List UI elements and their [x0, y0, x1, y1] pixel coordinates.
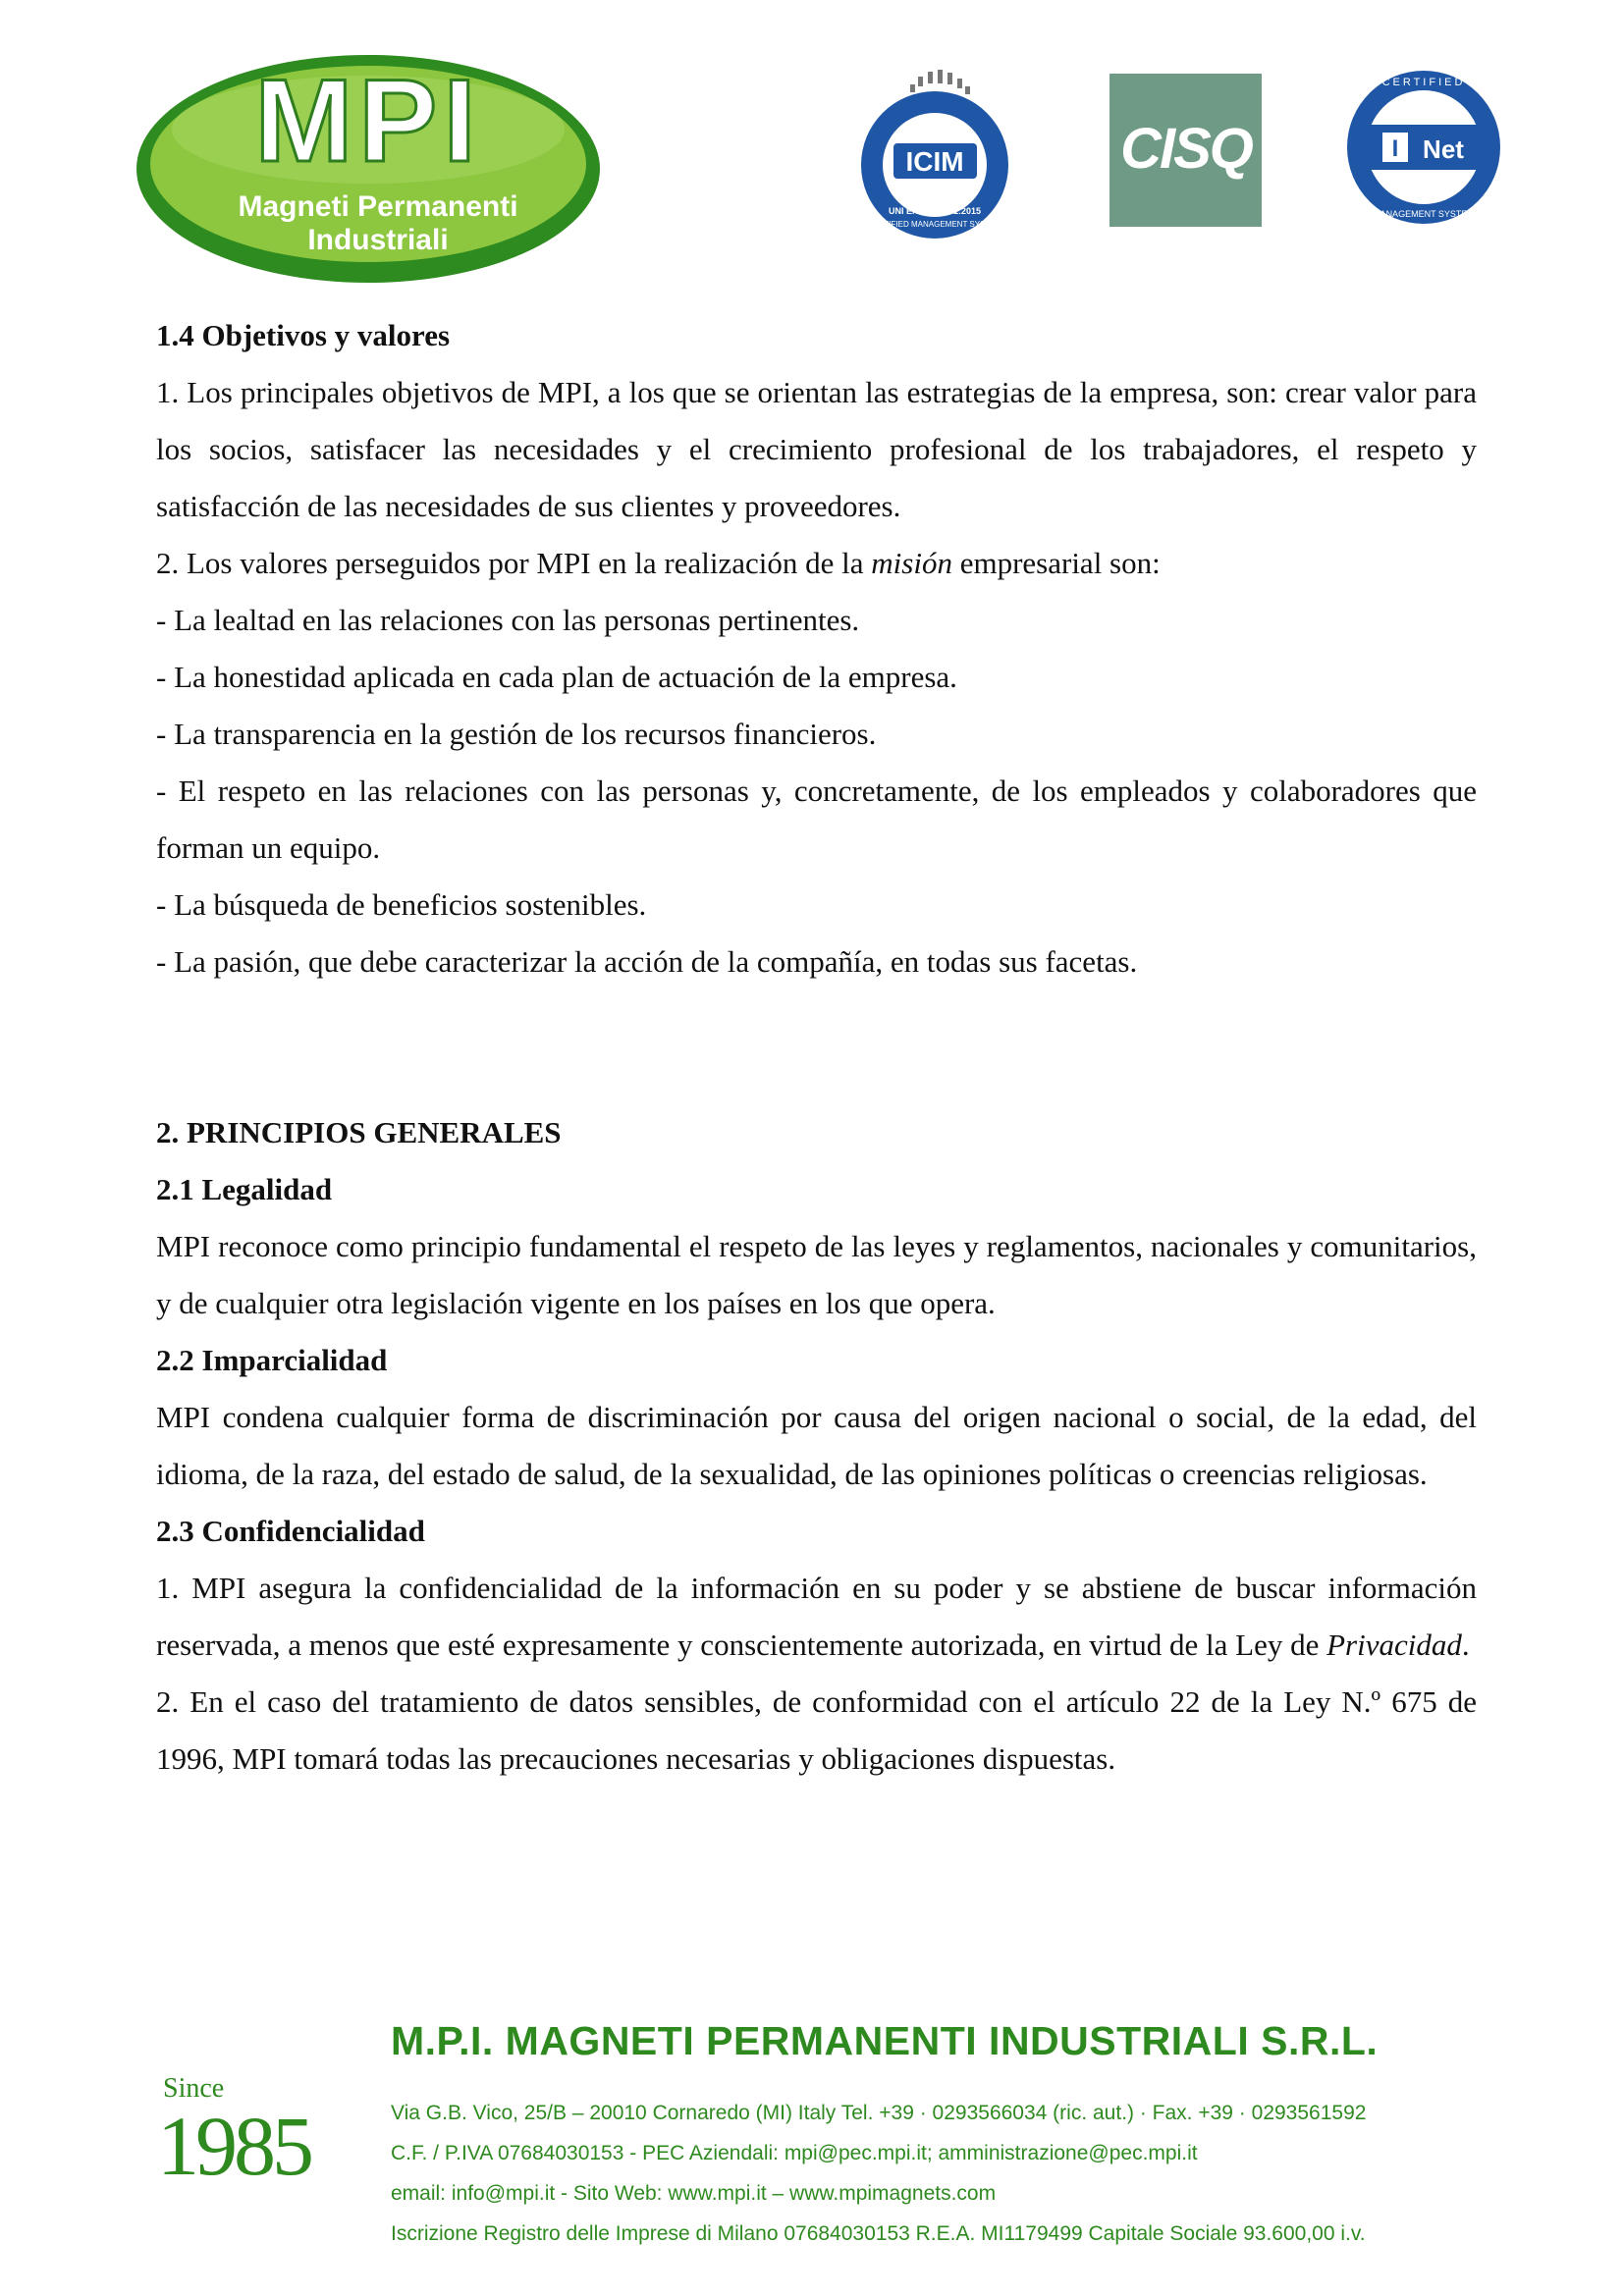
svg-text:I: I — [1391, 135, 1399, 162]
section-2-2-text: MPI condena cualquier forma de discriminación por causa del origen nacional o social, de la edad, del idioma, de la raza, del estado de salud, de la sexualidad, de las opiniones políticas o creencias religiosas. — [156, 1400, 1477, 1491]
section-1-4-paragraph-2: 2. Los valores perseguidos por MPI en la realización de la misión empresarial son: — [156, 546, 1161, 580]
logo-mpi-text: MPI — [254, 55, 482, 187]
footer-email-web: email: info@mpi.it - Sito Web: www.mpi.it – www.mpimagnets.com — [391, 2182, 997, 2205]
section-2-3-paragraph-1: 1. MPI asegura la confidencialidad de la información en su poder y se abstiene de buscar información reservada, a menos que esté expresamente y conscientemente autorizada, en virtud de la Ley de Privacidad. — [156, 1571, 1477, 1662]
cisq-label: CISQ — [1120, 117, 1252, 181]
since-year: 1985 — [157, 2099, 310, 2193]
value-item: - El respeto en las relaciones con las personas y, concretamente, de los empleados y colaboradores que forman un equipo. — [156, 774, 1477, 865]
document-body — [156, 307, 1477, 1788]
section-1-4-heading: 1.4 Objetivos y valores — [156, 318, 451, 352]
section-1-4-paragraph-1: 1. Los principales objetivos de MPI, a los que se orientan las estrategias de la empresa, son: crear valor para los socios, satisfacer las necesidades y el crecimiento profesional de los trabajadores, el respeto y satisfacción de las necesidades de sus clientes y proveedores. — [156, 375, 1477, 523]
iqnet-label: Net — [1423, 134, 1464, 164]
since-1985-badge — [157, 2061, 353, 2199]
value-item: - La transparencia en la gestión de los recursos financieros. — [156, 717, 877, 751]
since-label: Since — [163, 2073, 225, 2104]
company-contact-block — [391, 2093, 1490, 2254]
cisq-logo-icon — [1109, 74, 1262, 227]
section-2-3-paragraph-2: 2. En el caso del tratamiento de datos sensibles, de conformidad con el artículo 22 de la Ley N.º 675 de 1996, MPI tomará todas las precauciones necesarias y obligaciones dispuestas. — [156, 1684, 1477, 1776]
section-2-1-heading: 2.1 Legalidad — [156, 1172, 333, 1206]
svg-text:UNI EN ISO 9001:2015: UNI EN ISO 9001:2015 — [888, 206, 982, 216]
mpi-logo — [133, 51, 604, 287]
company-name: M.P.I. MAGNETI PERMANENTI INDUSTRIALI S.R.L. — [391, 2018, 1379, 2063]
svg-text:MANAGEMENT SYSTEM: MANAGEMENT SYSTEM — [1373, 209, 1475, 219]
icim-label: ICIM — [905, 146, 964, 177]
svg-text:CERTIFIED: CERTIFIED — [1381, 77, 1466, 88]
footer-registry: Iscrizione Registro delle Imprese di Milano 07684030153 R.E.A. MI1179499 Capitale Sociale 93.600,00 i.v. — [391, 2222, 1366, 2245]
logo-subtitle-2: Industriali — [307, 224, 449, 256]
svg-text:CERTIFIED MANAGEMENT SYSTEM: CERTIFIED MANAGEMENT SYSTEM — [867, 220, 1002, 229]
value-item: - La honestidad aplicada en cada plan de actuación de la empresa. — [156, 660, 957, 694]
value-item: - La pasión, que debe caracterizar la acción de la compañía, en todas sus facetas. — [156, 944, 1138, 979]
icim-seal-icon — [839, 67, 1031, 239]
value-item: - La búsqueda de beneficios sostenibles. — [156, 887, 647, 922]
section-2-3-heading: 2.3 Confidencialidad — [156, 1514, 425, 1548]
logo-subtitle-1: Magneti Permanenti — [238, 190, 518, 223]
iqnet-seal-icon — [1345, 64, 1502, 231]
footer-tax-pec: C.F. / P.IVA 07684030153 - PEC Aziendali: mpi@pec.mpi.it; amministrazione@pec.mpi.it — [391, 2142, 1198, 2164]
section-2-heading: 2. PRINCIPIOS GENERALES — [156, 1115, 562, 1149]
section-2-1-text: MPI reconoce como principio fundamental el respeto de las leyes y reglamentos, nacionales y comunitarios, y de cualquier otra legislación vigente en los países en los que opera. — [156, 1229, 1477, 1320]
footer-address: Via G.B. Vico, 25/B – 20010 Cornaredo (MI) Italy Tel. +39 · 0293566034 (ric. aut.) · Fax. +39 · 0293561592 — [391, 2102, 1367, 2124]
section-2-2-heading: 2.2 Imparcialidad — [156, 1343, 388, 1377]
value-item: - La lealtad en las relaciones con las personas pertinentes. — [156, 603, 860, 637]
